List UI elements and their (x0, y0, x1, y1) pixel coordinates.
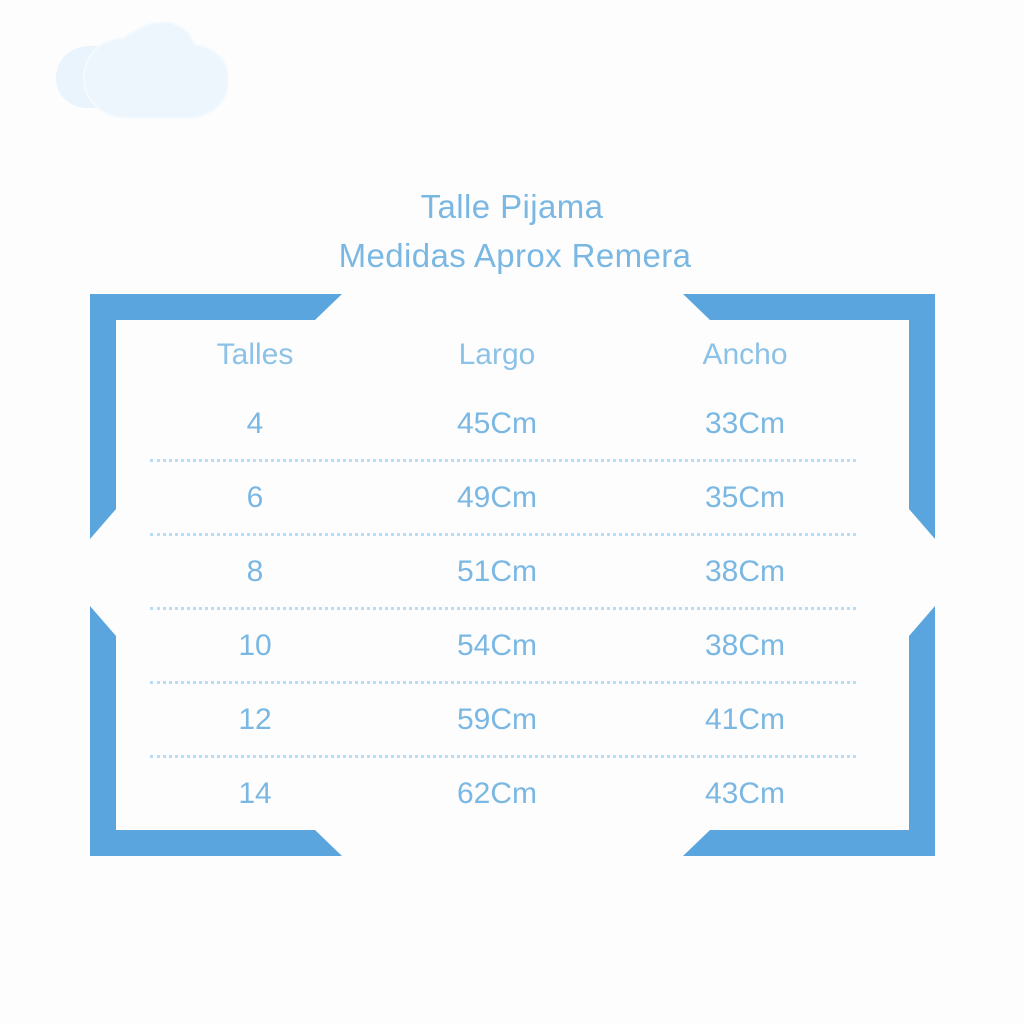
column-header-largo: Largo (458, 338, 536, 371)
cloud-logo (28, 22, 228, 142)
table-row (150, 684, 856, 755)
table-row (150, 388, 856, 459)
table-row (150, 536, 856, 607)
cell-ancho: 41Cm (704, 702, 786, 736)
table-row (150, 462, 856, 533)
cloud-icon (28, 22, 228, 142)
page-title: Talle Pijama (420, 188, 604, 225)
cell-largo: 62Cm (456, 776, 538, 810)
cell-talle: 4 (246, 406, 264, 440)
cell-ancho: 35Cm (704, 480, 786, 514)
column-header-ancho: Ancho (702, 338, 788, 371)
cell-ancho: 38Cm (704, 554, 786, 588)
cell-talle: 10 (238, 628, 272, 662)
cell-largo: 59Cm (456, 702, 538, 736)
cell-talle: 8 (246, 554, 264, 588)
cell-talle: 14 (238, 776, 272, 810)
table-row (150, 610, 856, 681)
cell-largo: 45Cm (456, 406, 538, 440)
cell-talle: 12 (238, 702, 272, 736)
cell-ancho: 33Cm (704, 406, 786, 440)
cell-largo: 49Cm (456, 480, 538, 514)
page-title-block (0, 182, 1024, 280)
column-header-talles: Talles (216, 338, 294, 371)
table-header-row (150, 322, 856, 388)
page-subtitle: Medidas Aprox Remera (338, 237, 692, 274)
size-table (150, 322, 856, 829)
cell-ancho: 38Cm (704, 628, 786, 662)
cell-ancho: 43Cm (704, 776, 786, 810)
cell-largo: 54Cm (456, 628, 538, 662)
cell-talle: 6 (246, 480, 264, 514)
cell-largo: 51Cm (456, 554, 538, 588)
table-row (150, 758, 856, 829)
